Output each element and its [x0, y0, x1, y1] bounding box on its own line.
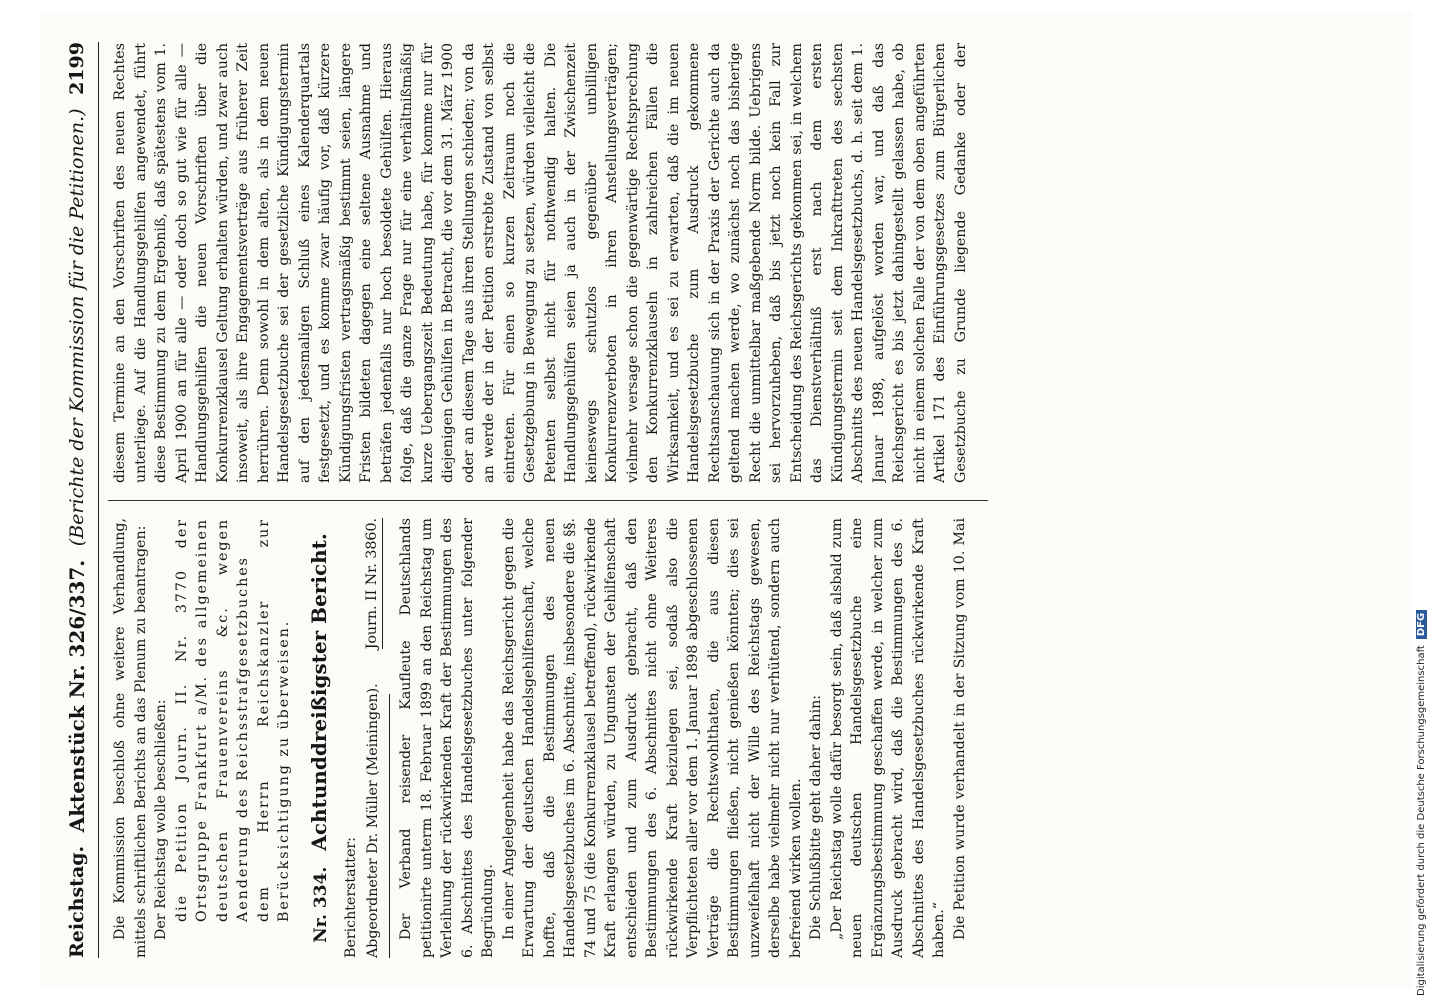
- right-column: [110, 43, 970, 483]
- header-section: (Berichte der Kommission für die Petitionen.): [66, 108, 88, 547]
- paragraph: Der Verband reisender Kaufleute Deutschlands petitionirte unterm 18. Februar 1899 an den Reichstag um Verleihung der rückwirkenden Kraft der Bestimmungen des 6. Abschnittes des Handelsgesetzbuches unter folgender Begründung.: [398, 518, 496, 958]
- funding-notice: [1416, 610, 1427, 996]
- left-column: [110, 518, 970, 958]
- page-number: 2199: [66, 42, 88, 95]
- report-heading: [306, 518, 332, 958]
- column-divider: [108, 500, 988, 501]
- paragraph: In einer Angelegenheit habe das Reichsgericht gegen die Erwartung der deutschen Handelsgehilfenschaft, welche hoffte, daß die Bestimmungen des neuen Handelsgesetzbuches im 6. Abschnitte, insbesondere die §§. 74 und 75 (die Konkurrenzklausel betreffend), rückwirkende Kraft erlangen würden, zu Ungunsten der Gehilfenschaft entschieden und zum Ausdruck gebracht, daß den Bestimmungen des 6. Abschnittes nicht ohne Weiteres rückwirkende Kraft beizulegen sei, sodaß also die Verpflichteten aller vor dem 1. Januar 1898 abgeschlossenen Verträge die Rechtswohlthaten, die aus diesen Bestimmungen fließen, nicht genießen könnten; dies sei unzweifelhaft nicht der Wille des Reichstags gewesen, derselbe habe vielmehr nicht nur verhütend, sondern auch befreiend wirken wollen.: [500, 518, 804, 958]
- report-number: Nr. 334.: [310, 866, 331, 943]
- page-header: [62, 42, 99, 958]
- reporter-line: [362, 518, 384, 958]
- scanned-page: [40, 12, 1420, 988]
- paragraph: Die Petition wurde verhandelt in der Sitzung vom 10. Mai: [951, 518, 968, 940]
- paragraph: Die Schlußbitte geht daher dahin:: [808, 694, 824, 940]
- paragraph: Die Kommission beschloß ohne weitere Verhandlung, mittels schriftlichen Berichts an das Plenum zu beantragen:: [112, 518, 149, 958]
- funding-text: Digitalisierung gefördert durch die Deutsche Forschungsgemeinschaft: [1416, 645, 1427, 996]
- funding-sidebar: [1412, 0, 1434, 1000]
- rotated-page-content: [40, 12, 1420, 988]
- reporter-name: Abgeordneter Dr. Müller (Meiningen).: [364, 683, 381, 958]
- header-left: Reichstag.: [66, 845, 88, 958]
- dfg-logo: DFG: [1416, 610, 1427, 639]
- paragraph: Der Reichstag wolle beschließen:: [153, 699, 169, 940]
- journal-number: Journ. II Nr. 3860.: [362, 518, 384, 649]
- resolution-item: die Petition Journ. II. Nr. 3770 der Ortsgruppe Frankfurt a/M. des allgemeinen deutschen Frauenvereins &c. wegen Aenderung des Reichsstrafgesetzbuches: [173, 518, 251, 922]
- reporter-label: Berichterstatter:: [343, 837, 359, 958]
- paragraph: diesem Termine an den Vorschriften des neuen Rechtes unterliege. Auf die Handlungsgehilfen angewendet, führt diese Bestimmung zu dem Ergebniß, daß spätestens vom 1. April 1900 an für alle — oder doch so gut wie für alle — Handlungsgehilfen die neuen Vorschriften über die Konkurrenzklausel Geltung erhalten würden, und zwar auch insoweit, als ihre Engagementsverträge aus früherer Zeit herrühren. Denn sowohl in dem alten, als in dem neuen Handelsgesetzbuche sei der gesetzliche Kündigungstermin auf den jedesmaligen Schluß eines Kalenderquartals festgesetzt, und es komme zwar häufig vor, daß kürzere Kündigungsfristen vertragsmäßig bestimmt seien, längere Fristen bildeten dagegen eine seltene Ausnahme und beträfen jedenfalls nur hoch besoldete Gehülfen. Hieraus folge, daß die ganze Frage nur für eine verhältnißmäßig kurze Uebergangszeit Bedeutung habe, für komme nur für diejenigen Gehülfen in Betracht, die vor dem 31. März 1900 oder an diesem Tage aus ihren Stellungen schieden; von da an werde der in der Petition erstrebte Zustand von selbst eintreten. Für einen so kurzen Zeitraum noch die Gesetzgebung in Bewegung zu setzen, würden vielleicht die Petenten selbst nicht für nothwendig halten. Die Handlungsgehülfen seien ja auch in der Zwischenzeit keineswegs schutzlos gegenüber unbilligen Konkurrenzverboten in ihren Anstellungsverträgen; vielmehr versage schon die gegenwärtige Rechtsprechung den Konkurrenzklauseln in zahlreichen Fällen die Wirksamkeit, und es sei zu erwarten, daß die im neuen Handelsgesetzbuche zum Ausdruck gekommene Rechtsanschauung sich in der Praxis der Gerichte auch da geltend machen werde, wo zunächst noch das bisherige Recht die unmittelbar maßgebende Norm bilde. Uebrigens sei hervorzuheben, daß bis jetzt noch kein Fall zur Entscheidung des Reichsgerichts gekommen sei, in welchem das Dienstverhältniß erst nach dem ersten Kündigungstermin seit dem Inkrafttreten des sechsten Abschnitts des neuen Handelsgesetzbuchs, d. h. seit dem 1. Januar 1898, aufgelöst worden war, und daß das Reichsgericht es bis jetzt dahingestellt gelassen habe, ob nicht in einem solchen Falle der von dem oben angeführten Artikel 171 des Einführungsgesetzes zum Bürgerlichen Gesetzbuche zu Grunde liegende Gedanke oder der: [112, 43, 969, 483]
- report-title: Achtunddreißigster Bericht.: [306, 533, 331, 851]
- paragraph: „Der Reichstag wolle dafür besorgt sein, daß alsbald zum neuen deutschen Handelsgesetzbuche eine Ergänzungsbestimmung geschaffen werde, in welcher zum Ausdruck gebracht wird, daß die Bestimmungen des 6. Abschnittes des Handelsgesetzbuches rückwirkende Kraft haben.“: [828, 518, 947, 958]
- header-document-number: Aktenstück Nr. 326/337.: [65, 559, 89, 833]
- resolution-item: dem Herrn Reichskanzler zur Berücksichtigung zu überweisen.: [255, 518, 292, 922]
- divider: [389, 694, 390, 958]
